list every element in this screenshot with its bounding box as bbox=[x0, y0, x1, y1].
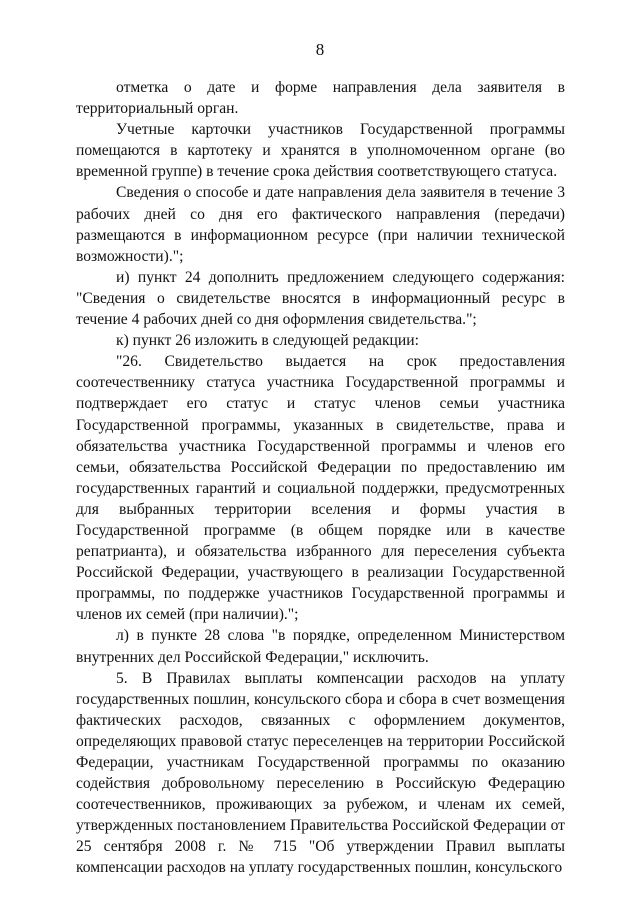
paragraph: "26. Свидетельство выдается на срок предоставления соотечественнику статуса участника Государственной программы и подтверждает его статус и статус членов семьи участника Государственной программы, указанных в свидетельстве, права и обязательства участника Государственной программы и членов его семьи, обязательства Российской Федерации по предоставлению им государственных гарантий и социальной поддержки, предусмотренных для выбранных территории вселения и формы участия в Государственной программе (в общем порядке или в качестве репатрианта), и обязательства избранного для переселения субъекта Российской Федерации, участвующего в реализации Государственной программы, по поддержке участников Государственной программы и членов их семей (при наличии)."; bbox=[76, 353, 565, 624]
paragraph: 5. В Правилах выплаты компенсации расходов на уплату государственных пошлин, консульского сбора и сбора в счет возмещения фактических расходов, связанных с оформлением документов, определяющих правовой статус переселенцев на территории Российской Федерации, участникам Государственной программы по оказанию содействия добровольному переселению в Российскую Федерацию соотечественников, проживающих за рубежом, и членам их семей, утвержденных постановлением Правительства Российской Федерации от 25 сентября 2008 г. № 715 "Об утверждении Правил выплаты компенсации расходов на уплату государственных пошлин, консульского bbox=[76, 669, 565, 877]
document-body bbox=[76, 77, 565, 879]
paragraph: и) пункт 24 дополнить предложением следующего содержания: "Сведения о свидетельстве вносятся в информационный ресурс в течение 4 рабочих дней со дня оформления свидетельства."; bbox=[76, 268, 565, 329]
paragraph: Учетные карточки участников Государственной программы помещаются в картотеку и хранятся в уполномоченном органе (во временной группе) в течение срока действия соответствующего статуса. bbox=[76, 121, 565, 181]
paragraph: отметка о дате и форме направления дела заявителя в территориальный орган. bbox=[76, 79, 565, 118]
page-number: 8 bbox=[315, 40, 325, 59]
paragraph: к) пункт 26 изложить в следующей редакции: bbox=[116, 332, 419, 350]
paragraph: Сведения о способе и дате направления дела заявителя в течение 3 рабочих дней со дня его фактического направления (передачи) размещаются в информационном ресурсе (при наличии технической возможности)."; bbox=[76, 184, 565, 265]
paragraph: л) в пункте 28 слова "в порядке, определенном Министерством внутренних дел Российской Федерации," исключить. bbox=[76, 627, 565, 666]
